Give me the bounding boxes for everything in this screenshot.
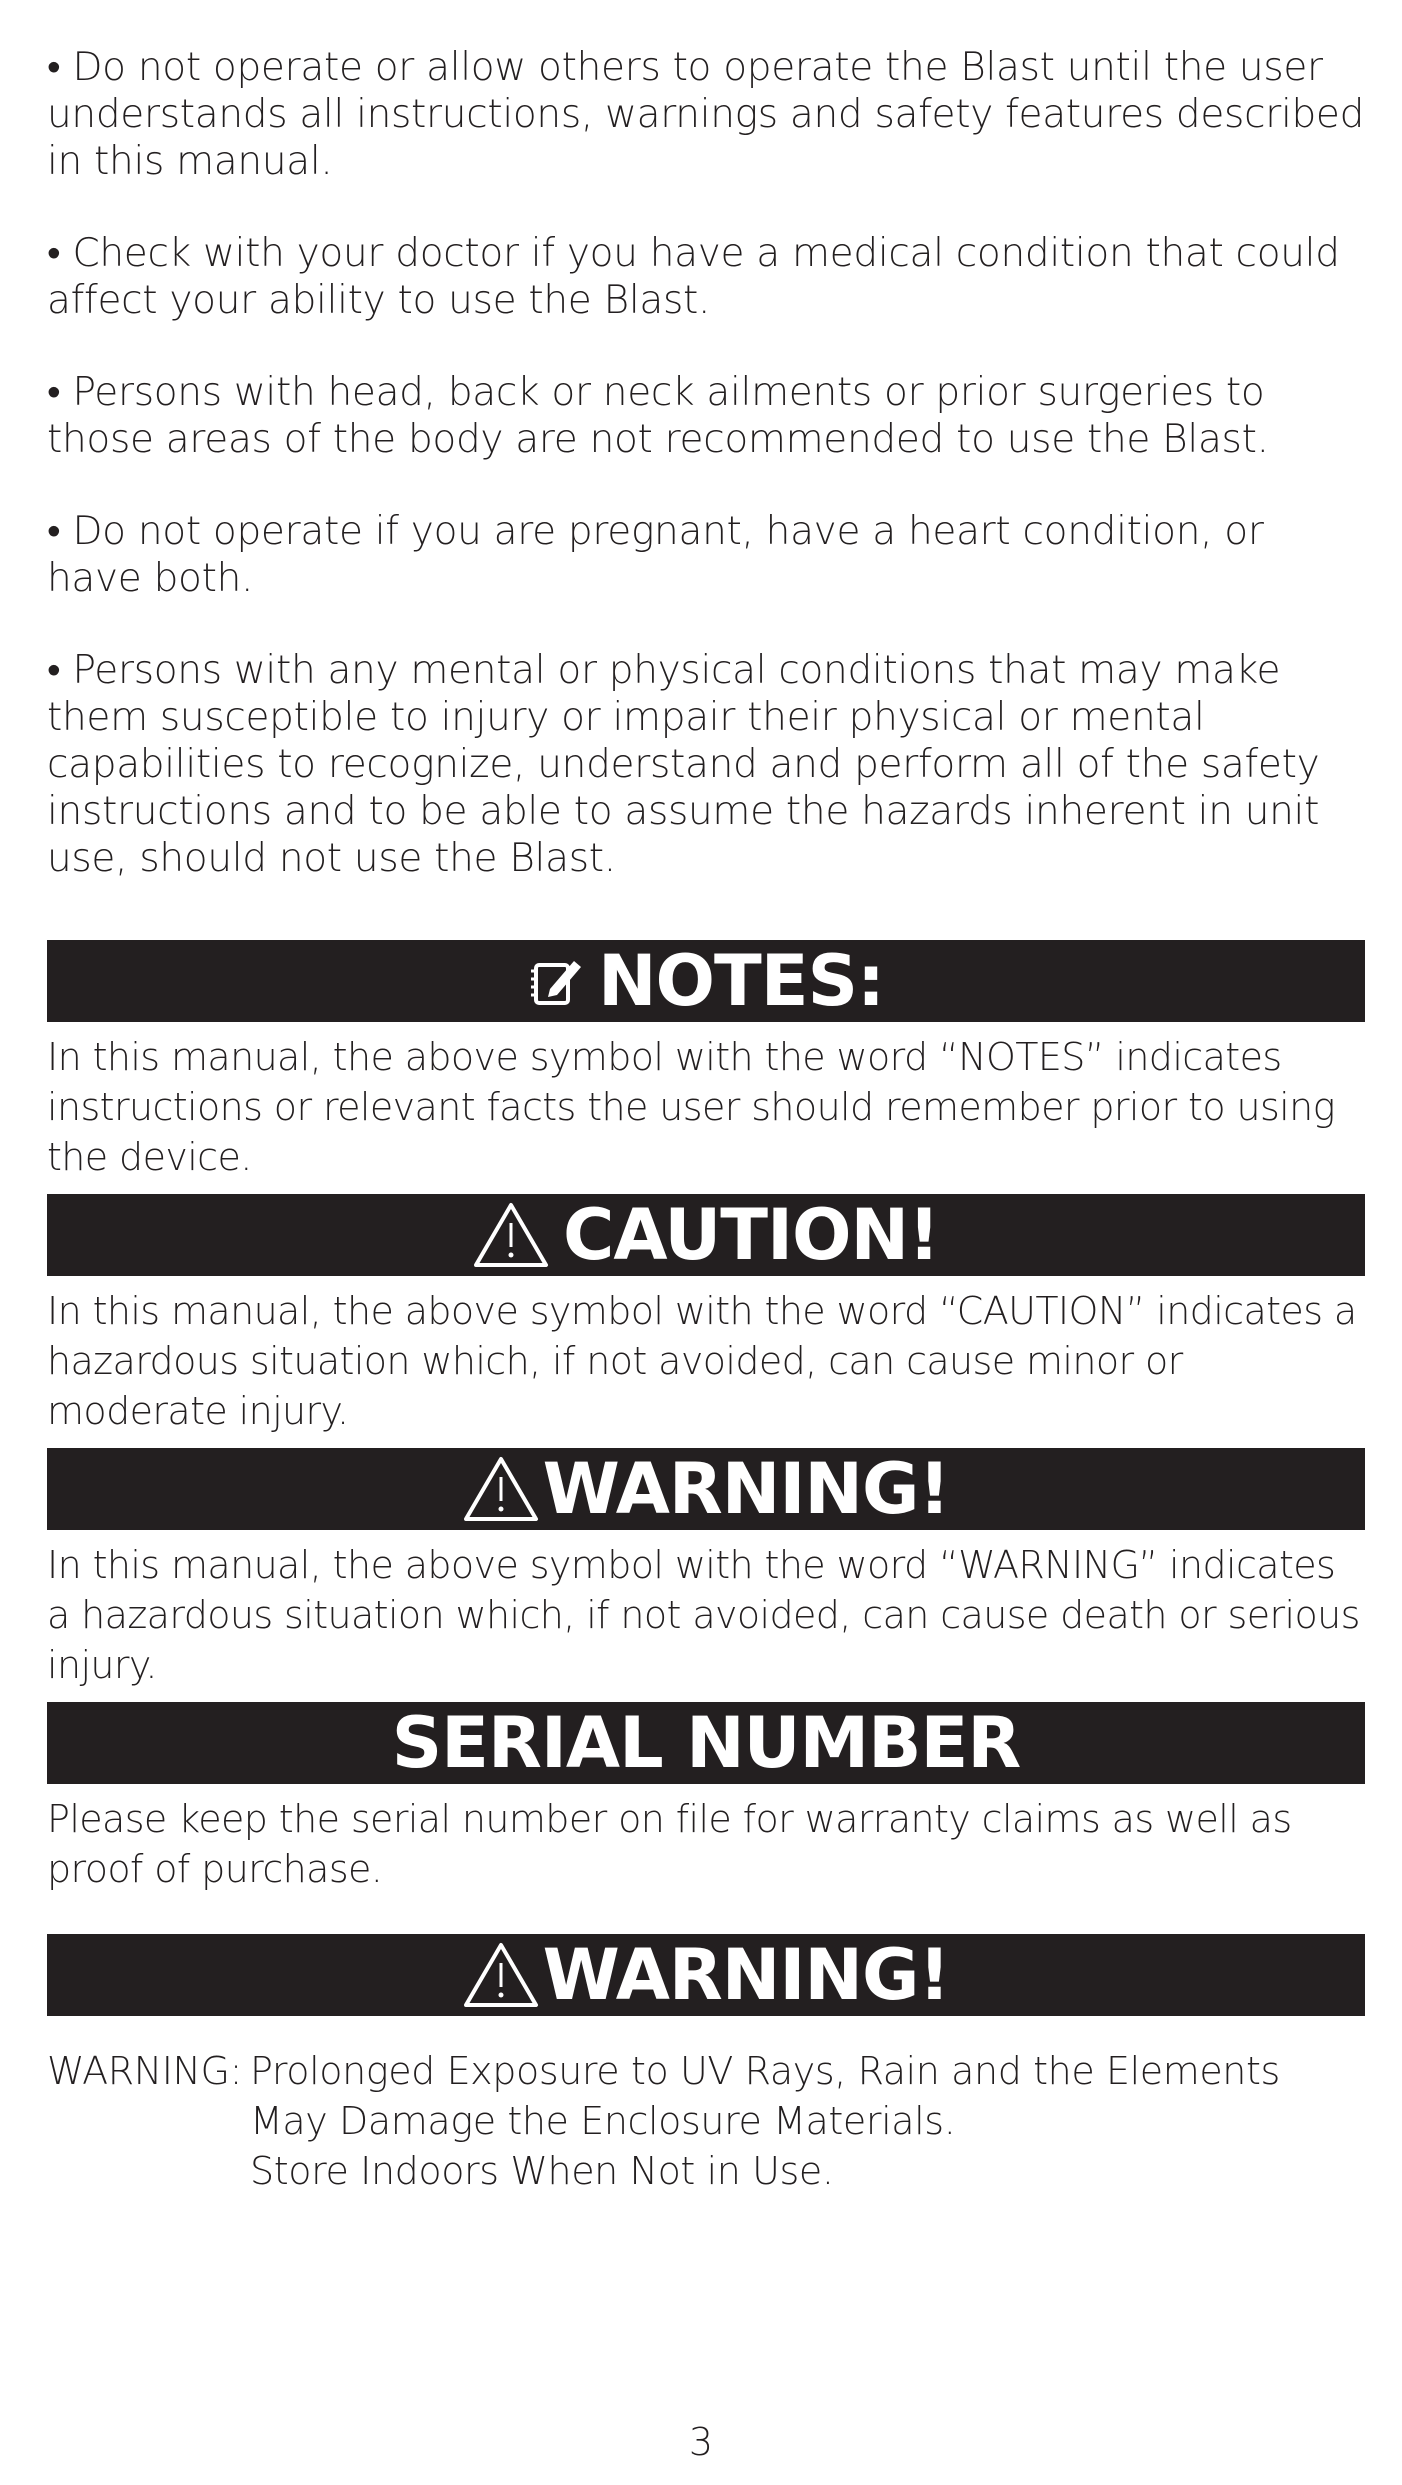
- warning-triangle-icon: [463, 1455, 539, 1523]
- notes-title: NOTES:: [597, 940, 885, 1022]
- storage-warning-text: [47, 2046, 1367, 2196]
- bullet-head-back-neck: • Persons with head, back or neck ailments or prior surgeries to those areas of the body are not recommended to use the Blast.: [47, 370, 1269, 462]
- page-number: 3: [688, 2420, 714, 2464]
- storage-warning-line: Store Indoors When Not in Use.: [250, 2149, 834, 2193]
- warning-triangle-icon: [473, 1201, 549, 1269]
- storage-warning-line: May Damage the Enclosure Materials.: [250, 2099, 956, 2143]
- storage-warning-line: Prolonged Exposure to UV Rays, Rain and the Elements: [250, 2049, 1280, 2093]
- warning-header-bar: [47, 1448, 1365, 1530]
- storage-warning-lead: WARNING:: [47, 2049, 243, 2093]
- caution-title: CAUTION!: [562, 1194, 940, 1276]
- notes-header-bar: [47, 940, 1365, 1022]
- notepad-pencil-icon: [528, 953, 584, 1009]
- caution-description: In this manual, the above symbol with the word “CAUTION” indicates a hazardous situation which, if not avoided, can cause minor or moderate injury.: [47, 1289, 1357, 1433]
- bullet-pregnant-heart: • Do not operate if you are pregnant, have a heart condition, or have both.: [47, 509, 1264, 601]
- serial-number-title: SERIAL NUMBER: [391, 1702, 1021, 1784]
- warning-storage-title: WARNING!: [542, 1934, 950, 2016]
- storage-warning-lines: [250, 2046, 1280, 2196]
- manual-page: [47, 44, 1367, 2196]
- serial-number-header-bar: [47, 1702, 1365, 1784]
- warning-storage-header-bar: [47, 1934, 1365, 2016]
- warning-description: In this manual, the above symbol with the word “WARNING” indicates a hazardous situation which, if not avoided, can cause death or serious injury.: [47, 1543, 1360, 1687]
- caution-header-bar: [47, 1194, 1365, 1276]
- bullet-operate-understand: • Do not operate or allow others to operate the Blast until the user understands all instructions, warnings and safety features described in this manual.: [47, 45, 1365, 184]
- bullet-mental-physical: • Persons with any mental or physical conditions that may make them susceptible to injury or impair their physical or mental capabilities to recognize, understand and perform all of the safety instructions and to be able to assume the hazards inherent in unit use, should not use the Blast.: [47, 648, 1320, 881]
- bullet-check-doctor: • Check with your doctor if you have a medical condition that could affect your ability to use the Blast.: [47, 231, 1340, 323]
- warning-title: WARNING!: [542, 1448, 950, 1530]
- notes-description: In this manual, the above symbol with the word “NOTES” indicates instructions or relevant facts the user should remember prior to using the device.: [47, 1035, 1335, 1179]
- warning-triangle-icon: [463, 1941, 539, 2009]
- serial-number-description: Please keep the serial number on file for warranty claims as well as proof of purchase.: [47, 1797, 1292, 1891]
